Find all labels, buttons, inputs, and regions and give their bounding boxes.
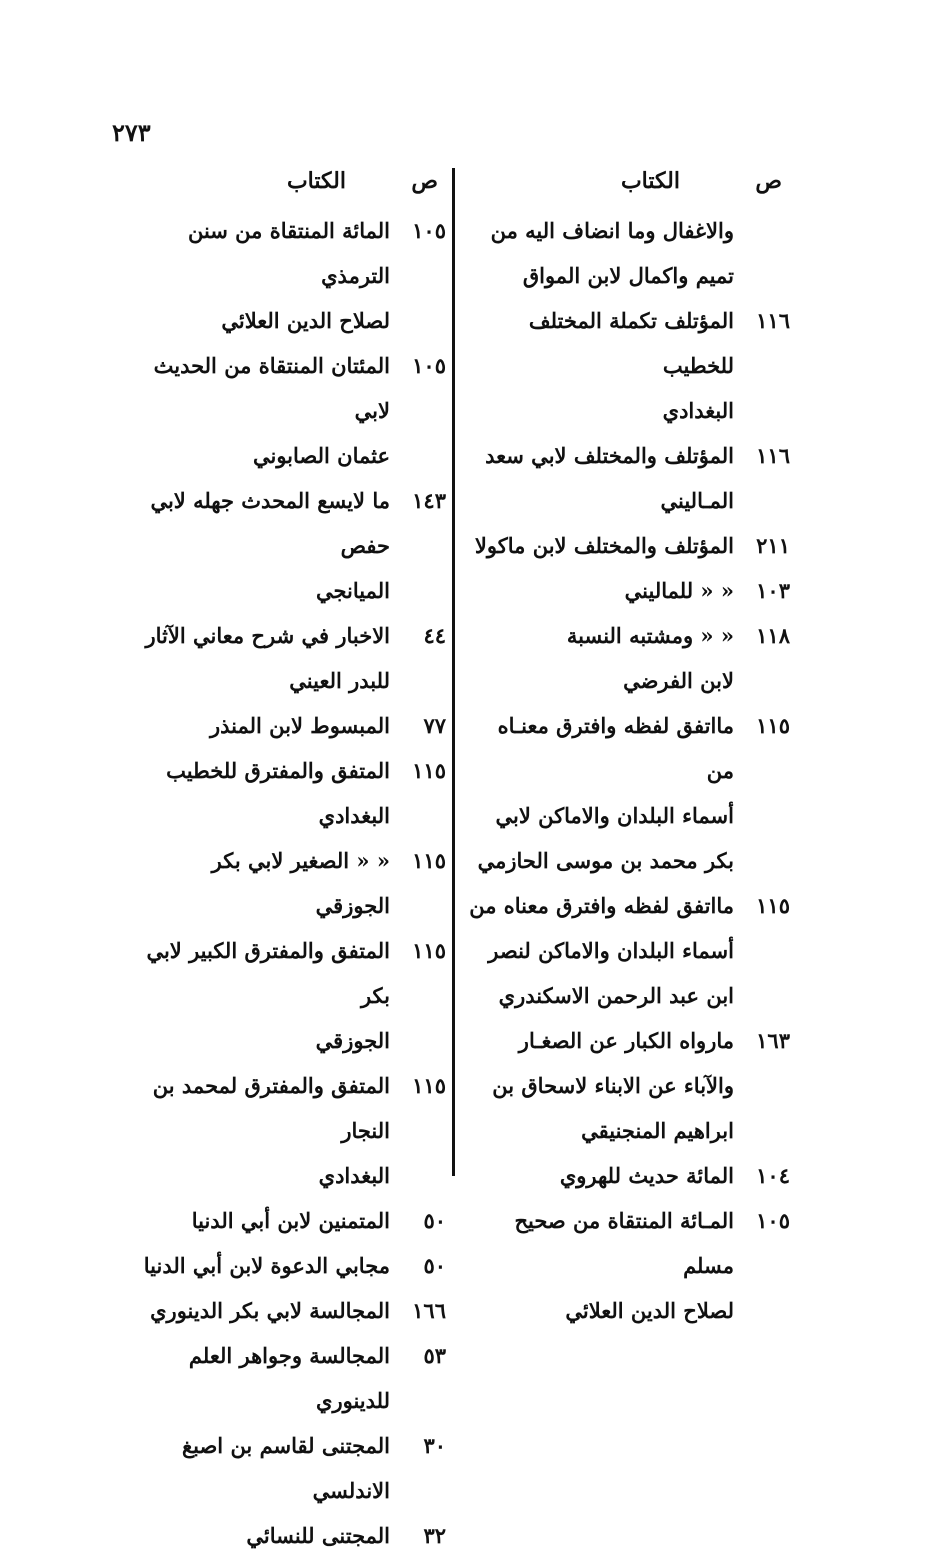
entry-line: مااتفق لفظه وافترق معنـاه من (497, 713, 734, 783)
entry-line: لصلاح الدين العلائي (221, 308, 390, 333)
entry-page-number: ١٠٥ (412, 218, 446, 243)
entry-title (128, 478, 390, 613)
entry-line: عثمان الصابوني (252, 443, 390, 468)
entry-line: للبدر العيني (289, 668, 390, 693)
right-entries (468, 208, 790, 1333)
entry-line: أسماء البلدان والاماكن لنصر (488, 938, 734, 963)
index-entry (468, 1018, 790, 1153)
entry-title (128, 838, 390, 928)
entry-page-number: ١٠٤ (756, 1163, 790, 1188)
index-entry (468, 298, 790, 433)
entry-title (468, 568, 734, 613)
page-column-label: ص (411, 168, 438, 194)
entry-line: ما لايسع المحدث جهله لابي حفص (150, 488, 390, 558)
entry-line: البغدادي (318, 1163, 390, 1188)
entry-page-number: ٥٠ (423, 1208, 446, 1233)
entry-line: تميم واكمال لابن المواق (522, 263, 734, 288)
entry-title (468, 703, 734, 883)
index-entry (128, 1063, 446, 1198)
entry-line: الجوزقي (315, 893, 390, 918)
entry-line: لصلاح الدين العلائي (565, 1298, 734, 1323)
index-entry (468, 883, 790, 1018)
index-entry (128, 748, 446, 838)
index-entry (128, 1423, 446, 1513)
entry-title (468, 523, 734, 568)
entry-title (468, 208, 734, 298)
entry-title (128, 343, 390, 478)
book-column-label: الكتاب (620, 168, 680, 194)
index-column-left (128, 162, 446, 1558)
entry-line: البغدادي (662, 398, 734, 423)
entry-page-number: ١١٨ (756, 623, 790, 648)
entry-line: المجتنى للنسائي (246, 1523, 390, 1548)
entry-page-number: ٢١١ (756, 533, 790, 558)
index-entry (468, 703, 790, 883)
index-entry (128, 478, 446, 613)
entry-page-number: ١٦٦ (412, 1298, 446, 1323)
entry-line: المؤتلف والمختلف لابن ماكولا (474, 533, 734, 558)
entry-title (468, 1153, 734, 1198)
index-entry (128, 613, 446, 703)
entry-page-number: ١١٥ (412, 848, 446, 873)
index-entry (468, 433, 790, 523)
index-entry (468, 208, 790, 298)
entry-line: المائة حديث للهروي (559, 1163, 734, 1188)
entry-line: والاغفال وما انضاف اليه من (490, 218, 734, 243)
entry-page-number: ١١٥ (756, 713, 790, 738)
entry-line: مارواه الكبار عن الصغـار (518, 1028, 734, 1053)
entry-title (128, 1423, 390, 1513)
entry-line: المجتنى لقاسم بن اصبغ الاندلسي (181, 1433, 390, 1503)
entry-title (128, 703, 390, 748)
entry-line: والآباء عن الابناء لاسحاق بن (492, 1073, 734, 1098)
entry-title (468, 433, 734, 523)
entry-page-number: ١١٥ (412, 1073, 446, 1098)
entry-line: « « للماليني (624, 578, 734, 603)
entry-page-number: ١١٦ (756, 443, 790, 468)
left-entries (128, 208, 446, 1558)
entry-line: المجالسة وجواهر العلم للدينوري (188, 1343, 390, 1413)
index-entry (468, 568, 790, 613)
index-entry (468, 1198, 790, 1333)
index-entry (128, 1333, 446, 1423)
entry-title (128, 1333, 390, 1423)
entry-line: أسماء البلدان والاماكن لابي (495, 803, 734, 828)
book-column-label: الكتاب (286, 168, 346, 194)
entry-line: ابن عبد الرحمن الاسكندري (498, 983, 734, 1008)
entry-page-number: ١١٥ (412, 938, 446, 963)
entry-title (468, 883, 734, 1018)
entry-page-number: ١٠٣ (756, 578, 790, 603)
entry-page-number: ١٠٥ (756, 1208, 790, 1233)
entry-line: الاخبار في شرح معاني الآثار (145, 623, 390, 648)
entry-line: مجابي الدعوة لابن أبي الدنيا (143, 1253, 390, 1278)
entry-line: المتفق والمفترق الكبير لابي بكر (146, 938, 390, 1008)
page-number: ٢٧٣ (112, 118, 151, 147)
column-header (128, 162, 446, 208)
entry-line: المتفق والمفترق للخطيب البغدادي (166, 758, 390, 828)
entry-title (128, 928, 390, 1063)
entry-line: المائة المنتقاة من سنن الترمذي (187, 218, 390, 288)
index-entry (468, 1153, 790, 1198)
entry-page-number: ٣٠ (423, 1433, 446, 1458)
entry-line: الجوزقي (315, 1028, 390, 1053)
index-entry (128, 838, 446, 928)
index-entry (128, 928, 446, 1063)
entry-line: بكر محمد بن موسى الحازمي (477, 848, 734, 873)
index-entry (128, 1243, 446, 1288)
index-entry (128, 703, 446, 748)
entry-line: المجالسة لابي بكر الدينوري (150, 1298, 390, 1323)
entry-line: المـائة المنتقاة من صحيح مسلم (514, 1208, 734, 1278)
column-header (468, 162, 790, 208)
entry-page-number: ٥٠ (423, 1253, 446, 1278)
entry-line: « « الصغير لابي بكر (211, 848, 390, 873)
entry-line: المؤتلف والمختلف لابي سعد (485, 443, 734, 468)
entry-page-number: ٣٢ (423, 1523, 446, 1548)
entry-line: المبسوط لابن المنذر (209, 713, 390, 738)
entry-title (128, 613, 390, 703)
index-entry (128, 208, 446, 343)
index-entry (128, 1288, 446, 1333)
entry-page-number: ١٦٣ (756, 1028, 790, 1053)
entry-title (128, 1198, 390, 1243)
entry-page-number: ١١٥ (412, 758, 446, 783)
index-entry (128, 343, 446, 478)
index-entry (128, 1198, 446, 1243)
entry-line: المئتان المنتقاة من الحديث لابي (153, 353, 390, 423)
entry-line: المـاليني (660, 488, 734, 513)
entry-title (128, 1243, 390, 1288)
index-entry (128, 1513, 446, 1558)
entry-title (128, 748, 390, 838)
entry-line: ابراهيم المنجنيقي (581, 1118, 734, 1143)
entry-title (468, 1198, 734, 1333)
entry-page-number: ٧٧ (423, 713, 446, 738)
entry-page-number: ١٠٥ (412, 353, 446, 378)
page-column-label: ص (755, 168, 782, 194)
entry-page-number: ١١٥ (756, 893, 790, 918)
entry-page-number (734, 208, 790, 298)
entry-title (128, 1513, 390, 1558)
entry-page-number: ٥٣ (423, 1343, 446, 1368)
entry-line: مااتفق لفظه وافترق معناه من (469, 893, 734, 918)
entry-title (468, 1018, 734, 1153)
entry-line: المتفق والمفترق لمحمد بن النجار (152, 1073, 390, 1143)
entry-line: المتمنين لابن أبي الدنيا (191, 1208, 390, 1233)
entry-title (468, 298, 734, 433)
index-entry (468, 523, 790, 568)
entry-line: الميانجي (315, 578, 390, 603)
entry-line: المؤتلف تكملة المختلف للخطيب (528, 308, 734, 378)
entry-page-number: ١١٦ (756, 308, 790, 333)
entry-line: « « ومشتبه النسبة (566, 623, 734, 648)
entry-title (468, 613, 734, 703)
entry-title (128, 1063, 390, 1198)
entry-page-number: ٤٤ (423, 623, 446, 648)
entry-title (128, 208, 390, 343)
entry-page-number: ١٤٣ (412, 488, 446, 513)
index-entry (468, 613, 790, 703)
column-divider (452, 168, 455, 1176)
entry-title (128, 1288, 390, 1333)
entry-line: لابن الفرضي (623, 668, 734, 693)
index-column-right (468, 162, 790, 1333)
